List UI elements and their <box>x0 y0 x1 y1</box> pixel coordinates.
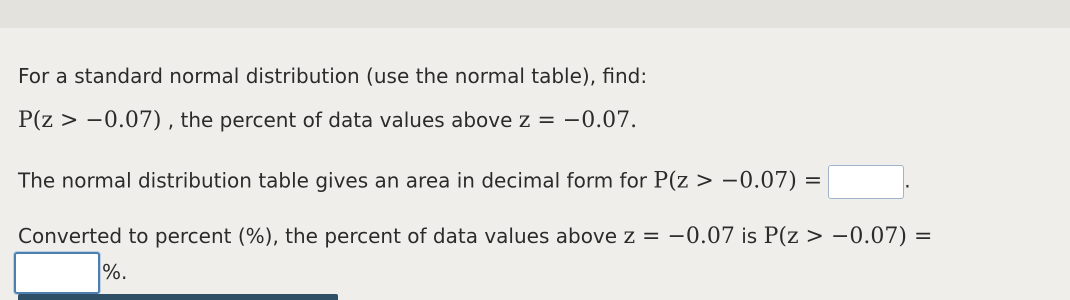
z-value-expression: z = −0.07. <box>518 108 638 133</box>
question-text: , the percent of data values above <box>161 108 519 132</box>
question-line-percent <box>18 222 932 251</box>
probability-expression: P(z > −0.07) = <box>763 224 933 249</box>
period: . <box>904 168 911 193</box>
bottom-toolbar-edge <box>18 294 338 300</box>
question-line-percent-answer <box>14 252 127 294</box>
question-line-probability <box>18 106 637 135</box>
z-value-expression: z = −0.07 <box>623 224 735 249</box>
percent-suffix: %. <box>102 259 128 284</box>
question-text: The normal distribution table gives an area in decimal form for <box>18 168 654 193</box>
probability-expression: P(z > −0.07) = <box>653 168 823 194</box>
percent-answer-input[interactable] <box>14 252 100 294</box>
question-line-decimal <box>18 165 911 199</box>
header-band <box>0 0 1070 28</box>
decimal-answer-input[interactable] <box>828 165 904 199</box>
probability-expression: P(z > −0.07) <box>18 108 162 133</box>
question-text: Converted to percent (%), the percent of data values above <box>18 224 624 248</box>
is-text: is <box>734 224 764 248</box>
question-intro: For a standard normal distribution (use the normal table), find: <box>18 64 648 88</box>
